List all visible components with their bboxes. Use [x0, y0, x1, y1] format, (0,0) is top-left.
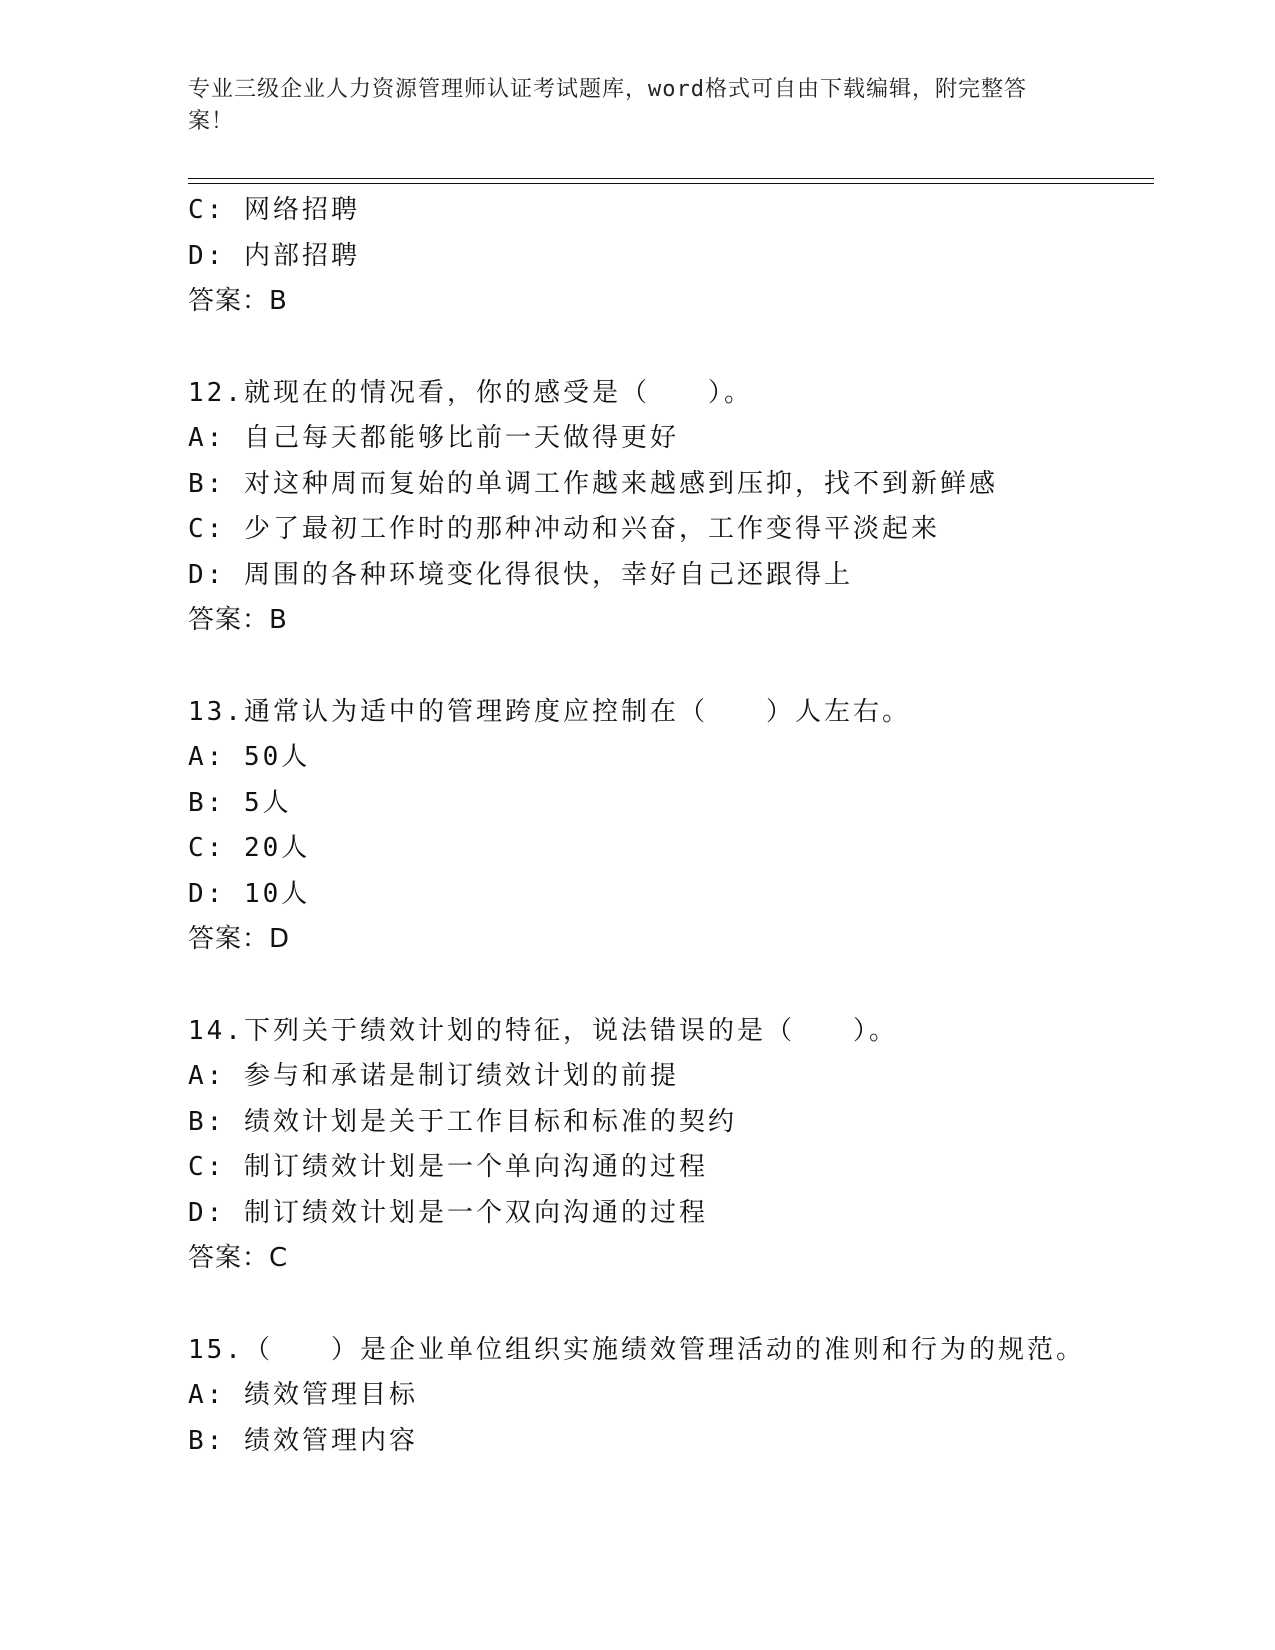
question-stem: 14.下列关于绩效计划的特征，说法错误的是（ ）。 — [188, 1015, 898, 1046]
question-stem: 13.通常认为适中的管理跨度应控制在（ ）人左右。 — [188, 696, 911, 727]
question-block — [188, 1009, 1154, 1328]
option-line: C: 网络招聘 — [188, 195, 360, 225]
answer-line: 答案：B — [188, 286, 288, 316]
option-line: A: 绩效管理目标 — [188, 1380, 418, 1410]
block-spacer — [188, 1282, 1154, 1328]
option-line: A: 参与和承诺是制订绩效计划的前提 — [188, 1061, 679, 1091]
option-line: D: 内部招聘 — [188, 240, 360, 271]
answer-line: 答案：B — [188, 605, 288, 635]
block-spacer — [188, 325, 1154, 371]
question-block — [188, 1328, 1154, 1465]
option-line: B: 对这种周而复始的单调工作越来越感到压抑，找不到新鲜感 — [188, 468, 998, 499]
question-block — [188, 371, 1154, 690]
option-line: C: 20人 — [188, 833, 311, 863]
option-line: D: 制订绩效计划是一个双向沟通的过程 — [188, 1197, 708, 1228]
question-list — [188, 188, 1154, 1464]
question-stem: 12.就现在的情况看，你的感受是（ ）。 — [188, 377, 753, 408]
option-line: A: 50人 — [188, 742, 311, 772]
option-line: A: 自己每天都能够比前一天做得更好 — [188, 423, 679, 453]
page-header: 专业三级企业人力资源管理师认证考试题库，word格式可自由下载编辑，附完整答案！ — [188, 77, 1027, 134]
option-line: C: 制订绩效计划是一个单向沟通的过程 — [188, 1152, 708, 1182]
option-line: D: 周围的各种环境变化得很快，幸好自己还跟得上 — [188, 559, 853, 590]
header-divider-bottom — [188, 183, 1154, 184]
header-divider-top — [188, 178, 1154, 179]
option-line: D: 10人 — [188, 878, 311, 909]
option-line: B: 绩效管理内容 — [188, 1425, 418, 1456]
option-line: C: 少了最初工作时的那种冲动和兴奋，工作变得平淡起来 — [188, 514, 940, 544]
option-line: B: 绩效计划是关于工作目标和标准的契约 — [188, 1106, 737, 1137]
answer-line: 答案：C — [188, 1243, 289, 1273]
answer-line: 答案：D — [188, 924, 291, 954]
block-spacer — [188, 963, 1154, 1009]
option-line: B: 5人 — [188, 787, 292, 818]
block-spacer — [188, 644, 1154, 690]
question-stem: 15.（ ）是企业单位组织实施绩效管理活动的准则和行为的规范。 — [188, 1334, 1085, 1365]
question-block — [188, 188, 1154, 371]
question-block — [188, 690, 1154, 1009]
